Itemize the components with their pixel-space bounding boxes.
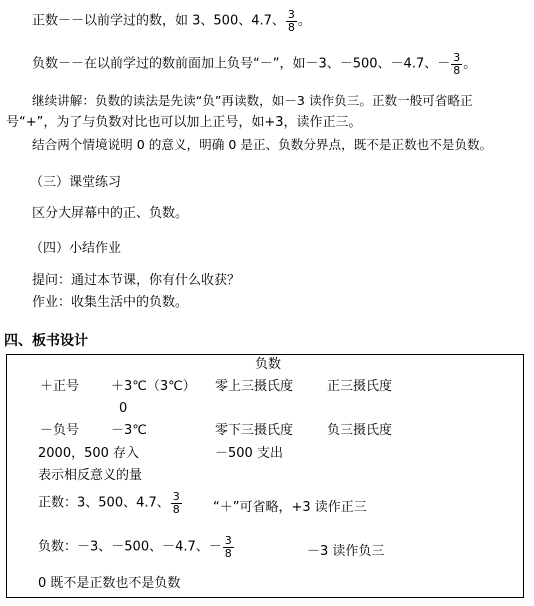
line-reading-explanation-1: 继续讲解：负数的读法是先读“负”再读数，如－3 读作负三。正数一般可省略正: [32, 93, 473, 108]
fraction-3-8: $\frac{3}{8}$: [224, 534, 232, 560]
summary-question: 提问：通过本节课，你有什么收获？: [32, 273, 241, 288]
board-title: 负数: [255, 357, 282, 372]
fraction-3-8: $\frac{3}{8}$: [172, 490, 180, 516]
board-row4-opposite: 表示相反意义的量: [38, 468, 143, 483]
board-design-box: [6, 354, 524, 598]
board-row1-above: 零上三摄氏度: [215, 379, 294, 394]
board-row1-reading: 正三摄氏度: [327, 379, 393, 394]
line-zero-meaning: 结合两个情境说明 0 的意义，明确 0 是正、负数分界点，既不是正数也不是负数。: [32, 137, 493, 152]
line-reading-explanation-2: 号“+”，为了与负数对比也可以加上正号，如+3，读作正三。: [6, 115, 362, 130]
board-row2-temp: －3℃: [111, 423, 147, 438]
section-summary-title: （四）小结作业: [30, 241, 122, 256]
summary-homework: 作业：收集生活中的负数。: [32, 295, 189, 310]
board-row5-note: “＋”可省略，+3 读作正三: [213, 500, 367, 515]
line2-text: 负数－－在以前学过的数前面加上负号“－”，如－3、－500、－4.7、－: [32, 56, 451, 72]
board-design-heading: 四、板书设计: [4, 333, 88, 349]
board-row2-below: 零下三摄氏度: [215, 423, 294, 438]
board-row1-sign: ＋正号: [40, 379, 80, 394]
board-row2-reading: 负三摄氏度: [327, 423, 393, 438]
line1-text: 正数－－以前学过的数，如 3、500、4.7、: [32, 13, 285, 29]
board-row5-positive: 正数：3、500、4.7、 $\frac{3}{8}$: [38, 490, 180, 516]
section-practice-body: 区分大屏幕中的正、负数。: [32, 206, 189, 221]
section-practice-title: （三）课堂练习: [30, 175, 122, 190]
line-negative-numbers: 负数－－在以前学过的数前面加上负号“－”，如－3、－500、－4.7、－ $\frac{3}{8}$ 。: [32, 51, 477, 77]
fraction-3-8: $\frac{3}{8}$: [287, 8, 295, 34]
board-row7-zero: 0 既不是正数也不是负数: [38, 576, 181, 591]
board-row6-note: －3 读作负三: [307, 544, 385, 559]
line-positive-numbers: 正数－－以前学过的数，如 3、500、4.7、 $\frac{3}{8}$ 。: [32, 8, 311, 34]
board-row2-sign: －负号: [40, 423, 80, 438]
board-row1-temp: ＋3℃（3℃）: [111, 379, 196, 394]
board-row3-expense: －500 支出: [215, 446, 283, 461]
board-row6-negative: 负数：－3、－500、－4.7、－ $\frac{3}{8}$: [38, 534, 232, 560]
fraction-3-8: $\frac{3}{8}$: [453, 51, 461, 77]
board-row3-deposit: 2000，500 存入: [38, 446, 140, 461]
board-zero: 0: [119, 401, 128, 416]
